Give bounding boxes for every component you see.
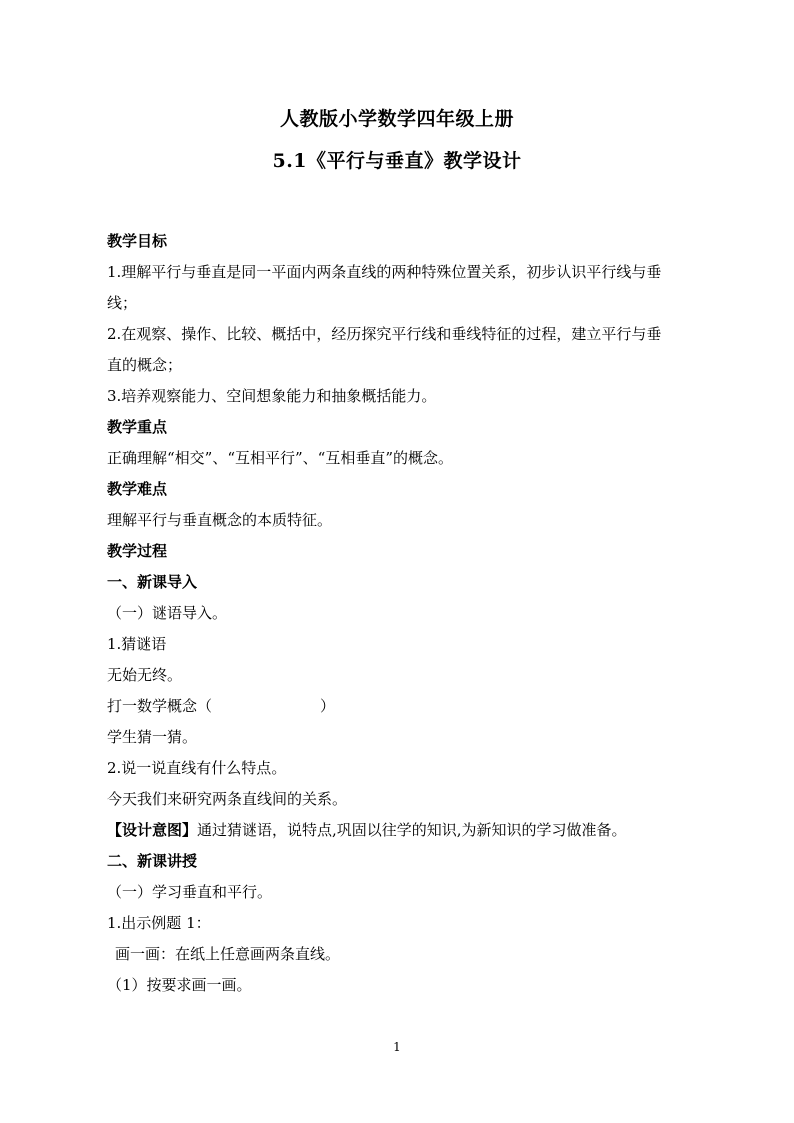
paragraph-text: 1.出示例题 1： bbox=[107, 914, 211, 932]
paragraph-line bbox=[107, 660, 697, 691]
paragraph-line bbox=[107, 505, 697, 536]
paragraph-text: （一）谜语导入。 bbox=[107, 604, 228, 622]
paragraph-line bbox=[107, 877, 697, 908]
paragraph-text: 无始无终。 bbox=[107, 666, 183, 684]
paragraph-line bbox=[107, 939, 697, 970]
document-title: 人教版小学数学四年级上册 bbox=[279, 108, 514, 130]
page-number: 1 bbox=[393, 1040, 401, 1054]
fill-in-line bbox=[107, 691, 697, 722]
paragraph-line bbox=[107, 443, 697, 474]
paragraph-text: 线； bbox=[107, 294, 138, 312]
fill-in-prompt: 打一数学概念（ bbox=[107, 697, 213, 715]
design-intent-text: 通过猜谜语，说特点,巩固以往学的知识,为新知识的学习做准备。 bbox=[197, 821, 627, 839]
paragraph-text: （一）学习垂直和平行。 bbox=[107, 883, 273, 901]
paragraph-line bbox=[107, 753, 697, 784]
paragraph-line bbox=[107, 381, 697, 412]
paragraph-text: 2.在观察、操作、比较、概括中，经历探究平行线和垂线特征的过程，建立平行与垂 bbox=[107, 325, 662, 343]
section-heading-text: 教学过程 bbox=[107, 542, 168, 560]
paragraph-line bbox=[107, 288, 697, 319]
section-heading-text: 二、新课讲授 bbox=[107, 852, 198, 870]
section-heading-text: 教学目标 bbox=[107, 232, 168, 250]
paragraph-text: 2.说一说直线有什么特点。 bbox=[107, 759, 287, 777]
section-heading bbox=[107, 412, 697, 443]
design-intent-note bbox=[107, 815, 697, 846]
document-body bbox=[107, 226, 697, 1001]
paragraph-line bbox=[107, 908, 697, 939]
paragraph-line bbox=[107, 722, 697, 753]
paragraph-text: 学生猜一猜。 bbox=[107, 728, 198, 746]
paragraph-line bbox=[107, 970, 697, 1001]
closing-bracket: ） bbox=[320, 697, 336, 715]
paragraph-text: 正确理解“相交”、“互相平行”、“互相垂直”的概念。 bbox=[107, 449, 454, 467]
paragraph-text: （1）按要求画一画。 bbox=[107, 976, 252, 994]
section-heading bbox=[107, 226, 697, 257]
paragraph-line bbox=[107, 629, 697, 660]
paragraph-line bbox=[107, 257, 697, 288]
section-heading bbox=[107, 536, 697, 567]
paragraph-text: 理解平行与垂直概念的本质特征。 bbox=[107, 511, 333, 529]
section-heading-text: 教学难点 bbox=[107, 480, 168, 498]
section-heading bbox=[107, 474, 697, 505]
paragraph-text: 画一画：在纸上任意画两条直线。 bbox=[115, 945, 341, 963]
paragraph-text: 3.培养观察能力、空间想象能力和抽象概括能力。 bbox=[107, 387, 437, 405]
section-heading bbox=[107, 846, 697, 877]
paragraph-text: 1.猜谜语 bbox=[107, 635, 167, 653]
paragraph-line bbox=[107, 319, 697, 350]
section-heading-text: 一、新课导入 bbox=[107, 573, 198, 591]
paragraph-line bbox=[107, 784, 697, 815]
design-intent-label: 【设计意图】 bbox=[107, 821, 198, 839]
paragraph-line bbox=[107, 598, 697, 629]
section-heading bbox=[107, 567, 697, 598]
paragraph-text: 直的概念； bbox=[107, 356, 183, 374]
section-heading-text: 教学重点 bbox=[107, 418, 168, 436]
document-subtitle: 5.1《平行与垂直》教学设计 bbox=[272, 150, 522, 172]
paragraph-line bbox=[107, 350, 697, 381]
paragraph-text: 1.理解平行与垂直是同一平面内两条直线的两种特殊位置关系，初步认识平行线与垂 bbox=[107, 263, 662, 281]
paragraph-text: 今天我们来研究两条直线间的关系。 bbox=[107, 790, 348, 808]
